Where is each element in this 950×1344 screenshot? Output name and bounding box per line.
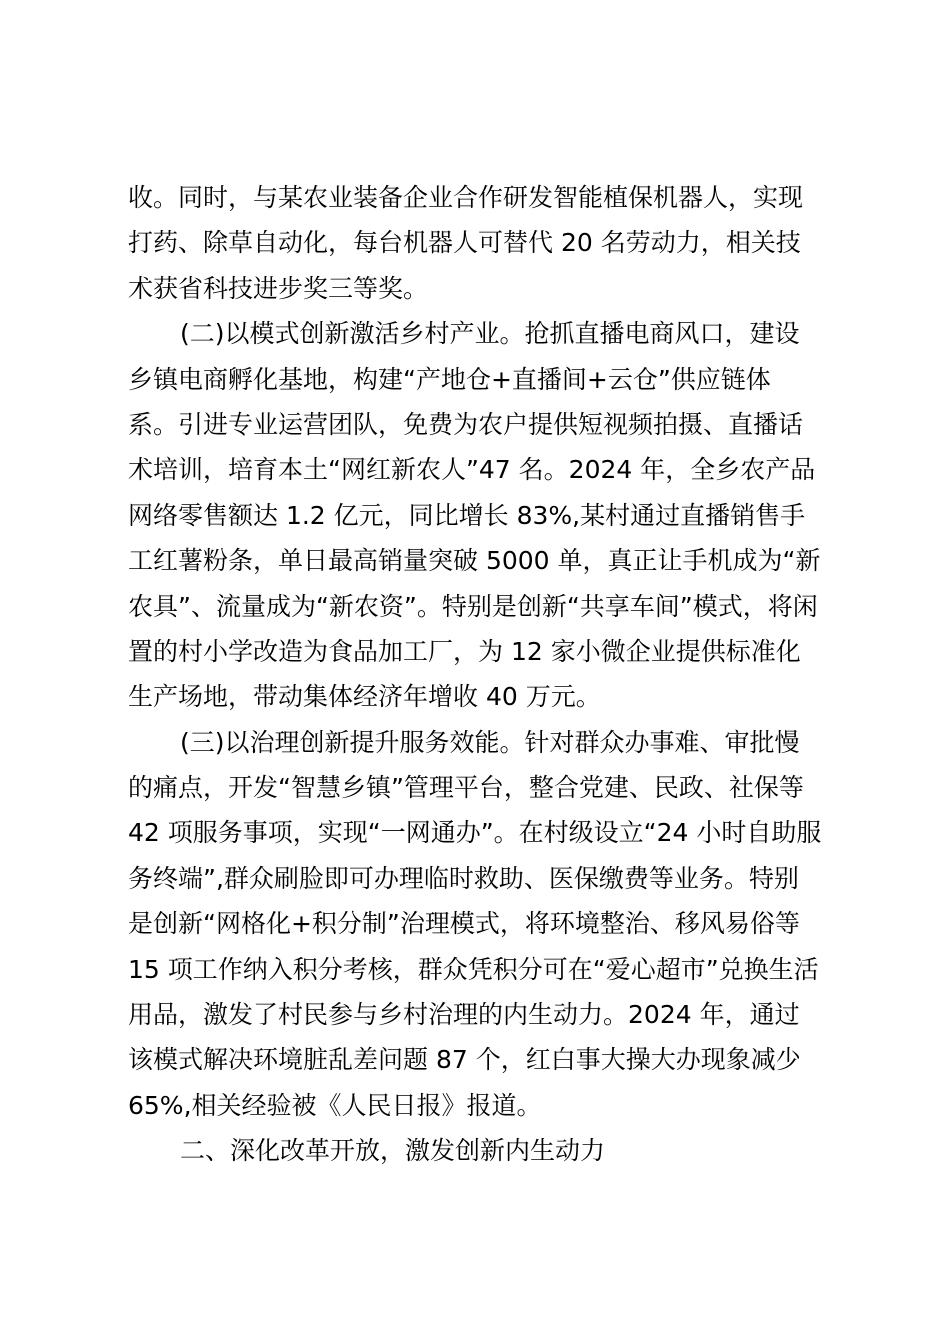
- text-line: 置的村小学改造为食品加工厂，为 12 家小微企业提供标准化: [128, 636, 801, 666]
- text-line: 乡镇电商孵化基地，构建“产地仓+直播间+云仓”供应链体: [128, 364, 771, 394]
- text-line: 42 项服务事项，实现“一网通办”。在村级设立“24 小时自助服: [128, 818, 822, 848]
- text-line: (二)以模式创新激活乡村产业。抢抓直播电商风口，建设: [180, 319, 800, 349]
- text-line: (三)以治理创新提升服务效能。针对群众办事难、审批慢: [180, 727, 800, 757]
- paragraph: [128, 175, 828, 311]
- text-line: 15 项工作纳入积分考核，群众凭积分可在“爱心超市”兑换生活: [128, 954, 819, 984]
- paragraph: [128, 311, 828, 720]
- text-line: 系。引进专业运营团队，免费为农户提供短视频拍摄、直播话: [128, 409, 804, 439]
- text-line: 术获省科技进步奖三等奖。: [128, 273, 429, 303]
- text-line: 二、深化改革开放，激发创新内生动力: [180, 1136, 606, 1166]
- text-line: 是创新“网格化+积分制”治理模式，将环境整治、移风易俗等: [128, 909, 800, 939]
- text-line: 用品，激发了村民参与乡村治理的内生动力。2024 年，通过: [128, 1000, 800, 1030]
- text-line: 生产场地，带动集体经济年增收 40 万元。: [128, 682, 601, 712]
- text-line: 务终端”,群众刷脸即可办理临时救助、医保缴费等业务。特别: [128, 863, 799, 893]
- text-line: 该模式解决环境脏乱差问题 87 个，红白事大操大办现象减少: [128, 1045, 801, 1075]
- text-line: 工红薯粉条，单日最高销量突破 5000 单，真正让手机成为“新: [128, 546, 821, 576]
- text-line: 65%,相关经验被《人民日报》报道。: [128, 1090, 542, 1120]
- text-line: 农具”、流量成为“新农资”。特别是创新“共享车间”模式，将闲: [128, 591, 818, 621]
- paragraph: [128, 720, 828, 1129]
- text-line: 术培训，培育本土“网红新农人”47 名。2024 年，全乡农产品: [128, 455, 816, 485]
- text-line: 的痛点，开发“智慧乡镇”管理平台，整合党建、民政、社保等: [128, 773, 804, 803]
- document-body: [128, 175, 828, 1174]
- section-heading: [128, 1128, 828, 1173]
- text-line: 收。同时，与某农业装备企业合作研发智能植保机器人，实现: [128, 183, 804, 212]
- text-line: 网络零售额达 1.2 亿元，同比增长 83%,某村通过直播销售手: [128, 500, 806, 530]
- text-line: 打药、除草自动化，每台机器人可替代 20 名劳动力，相关技: [128, 228, 801, 258]
